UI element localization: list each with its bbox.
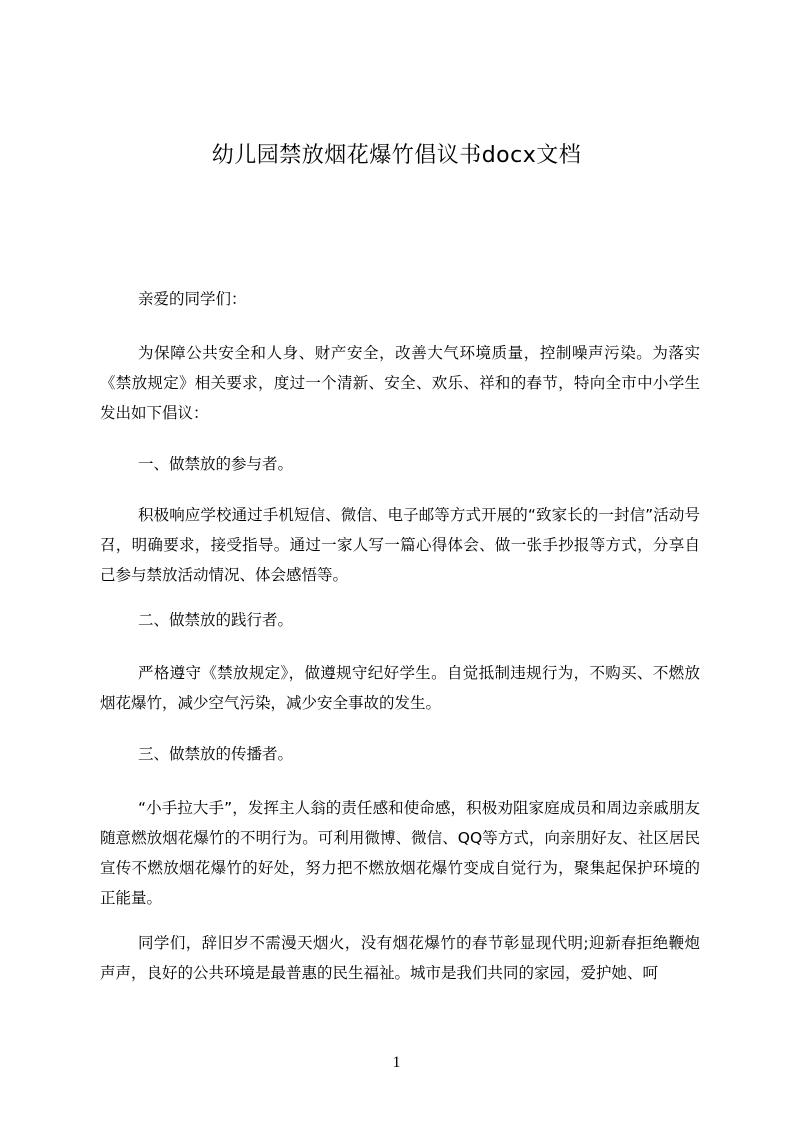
section-body-2: 严格遵守《禁放规定》，做遵规守纪好学生。自觉抵制违规行为，不购买、不燃放烟花爆竹，减少空气污染，减少安全事故的发生。 <box>100 664 700 712</box>
closing-paragraph: 同学们，辞旧岁不需漫天烟火，没有烟花爆竹的春节彰显现代明;迎新春拒绝鞭炮声声，良好的公共环境是最普惠的民生福祉。城市是我们共同的家园，爱护她、呵 <box>100 934 700 982</box>
section-body-1: 积极响应学校通过手机短信、微信、电子邮等方式开展的“致家长的一封信”活动号召，明确要求，接受指导。通过一家人写一篇心得体会、做一张手抄报等方式，分享自己参与禁放活动情况、体会感悟等。 <box>100 506 700 584</box>
section-heading-3: 三、做禁放的传播者。 <box>138 745 294 763</box>
section-body-3: “小手拉大手”，发挥主人翁的责任感和使命感，积极劝阻家庭成员和周边亲戚朋友随意燃放烟花爆竹的不明行为。可利用微博、微信、QQ等方式，向亲朋好友、社区居民宣传不燃放烟花爆竹的好处，努力把不燃放烟花爆竹变成自觉行为，聚集起保护环境的正能量。 <box>100 799 700 907</box>
document-title: 幼儿园禁放烟花爆竹倡议书docx文档 <box>211 143 582 168</box>
section-heading-1: 一、做禁放的参与者。 <box>138 455 294 473</box>
section-heading-2: 二、做禁放的践行者。 <box>138 611 294 629</box>
greeting-paragraph: 亲爱的同学们： <box>138 290 247 308</box>
page-number: 1 <box>392 1054 401 1071</box>
intro-paragraph: 为保障公共安全和人身、财产安全，改善大气环境质量，控制噪声污染。为落实《禁放规定》相关要求，度过一个清新、安全、欢乐、祥和的春节，特向全市中小学生发出如下倡议： <box>100 344 700 422</box>
